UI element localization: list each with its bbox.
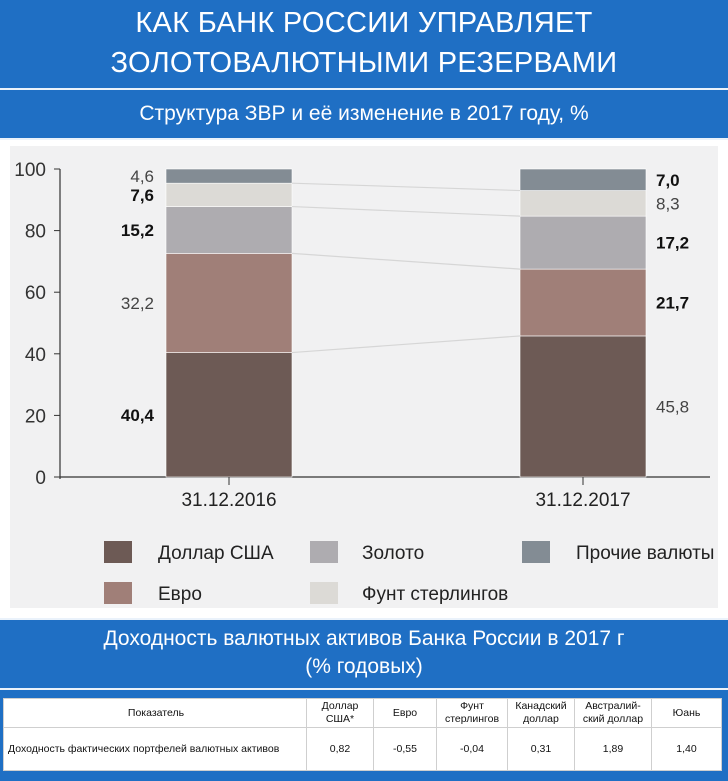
- bar-segment: [166, 353, 292, 477]
- data-label: 7,0: [656, 170, 680, 190]
- data-label: 7,6: [130, 185, 154, 205]
- data-label: 45,8: [656, 397, 690, 417]
- title-banner: [0, 0, 728, 88]
- legend-swatch: [522, 541, 550, 563]
- data-label: 15,2: [120, 220, 154, 240]
- chart-panel: [10, 146, 718, 608]
- table-row: [4, 728, 722, 771]
- yield-table: [3, 698, 722, 771]
- legend-swatch: [104, 541, 132, 563]
- bar-segment: [520, 336, 646, 477]
- legend-swatch: [310, 541, 338, 563]
- chart-area: [0, 140, 728, 618]
- legend-label: Доллар США: [158, 543, 274, 564]
- x-category-label: 31.12.2016: [181, 490, 277, 511]
- x-category-label: 31.12.2017: [535, 490, 631, 511]
- y-tick-label: 0: [35, 468, 46, 489]
- bar-segment: [520, 191, 646, 217]
- connector-line: [292, 183, 520, 190]
- row-label: Доходность фактических портфелей валютных активов: [4, 728, 307, 771]
- page-title-line1: КАК БАНК РОССИИ УПРАВЛЯЕТ: [135, 7, 593, 39]
- y-tick-label: 40: [24, 344, 46, 366]
- legend-swatch: [104, 582, 132, 604]
- bar-segment: [520, 216, 646, 269]
- bar-segment: [166, 207, 292, 254]
- cell-gbp: -0,04: [437, 728, 508, 771]
- col-header-aud: Австралий-ский доллар: [575, 699, 652, 728]
- bar-segment: [166, 169, 292, 183]
- connector-line: [292, 253, 520, 269]
- col-header-eur: Евро: [374, 699, 437, 728]
- table-heading-line2: (% годовых): [305, 655, 423, 678]
- data-label: 21,7: [656, 293, 690, 313]
- data-label: 40,4: [120, 405, 154, 425]
- col-header-cad: Канадский доллар: [508, 699, 575, 728]
- bar-segment: [166, 183, 292, 206]
- page-title-line2: ЗОЛОТОВАЛЮТНЫМИ РЕЗЕРВАМИ: [110, 47, 618, 79]
- connector-line: [292, 207, 520, 217]
- chart-subtitle: Структура ЗВР и её изменение в 2017 году, %: [0, 90, 728, 138]
- connector-line: [292, 336, 520, 353]
- table-heading-line1: Доходность валютных активов Банка России в 2017 г: [103, 627, 625, 650]
- table-area: [0, 690, 728, 781]
- table-header-row: [4, 699, 722, 728]
- cell-usd: 0,82: [307, 728, 374, 771]
- table-heading: [0, 620, 728, 686]
- data-label: 4,6: [130, 167, 154, 187]
- bar-segment: [520, 269, 646, 336]
- cell-aud: 1,89: [575, 728, 652, 771]
- col-header-usd: Доллар США*: [307, 699, 374, 728]
- y-tick-label: 20: [24, 406, 46, 428]
- legend-label: Золото: [362, 543, 425, 564]
- cell-cny: 1,40: [652, 728, 722, 771]
- legend-swatch: [310, 582, 338, 604]
- bar-segment: [520, 169, 646, 191]
- y-tick-label: 60: [24, 283, 46, 305]
- legend-label: Фунт стерлингов: [362, 584, 509, 605]
- y-tick-label: 80: [24, 221, 46, 243]
- legend-label: Прочие валюты: [576, 543, 715, 564]
- data-label: 17,2: [656, 233, 690, 253]
- bar-segment: [166, 253, 292, 352]
- legend-label: Евро: [158, 584, 202, 605]
- cell-cad: 0,31: [508, 728, 575, 771]
- y-tick-label: 100: [14, 160, 46, 181]
- stacked-bar-chart: [10, 146, 718, 608]
- data-label: 32,2: [120, 293, 154, 313]
- col-header-indicator: Показатель: [4, 699, 307, 728]
- col-header-gbp: Фунт стерлингов: [437, 699, 508, 728]
- cell-eur: -0,55: [374, 728, 437, 771]
- data-label: 8,3: [656, 194, 680, 214]
- col-header-cny: Юань: [652, 699, 722, 728]
